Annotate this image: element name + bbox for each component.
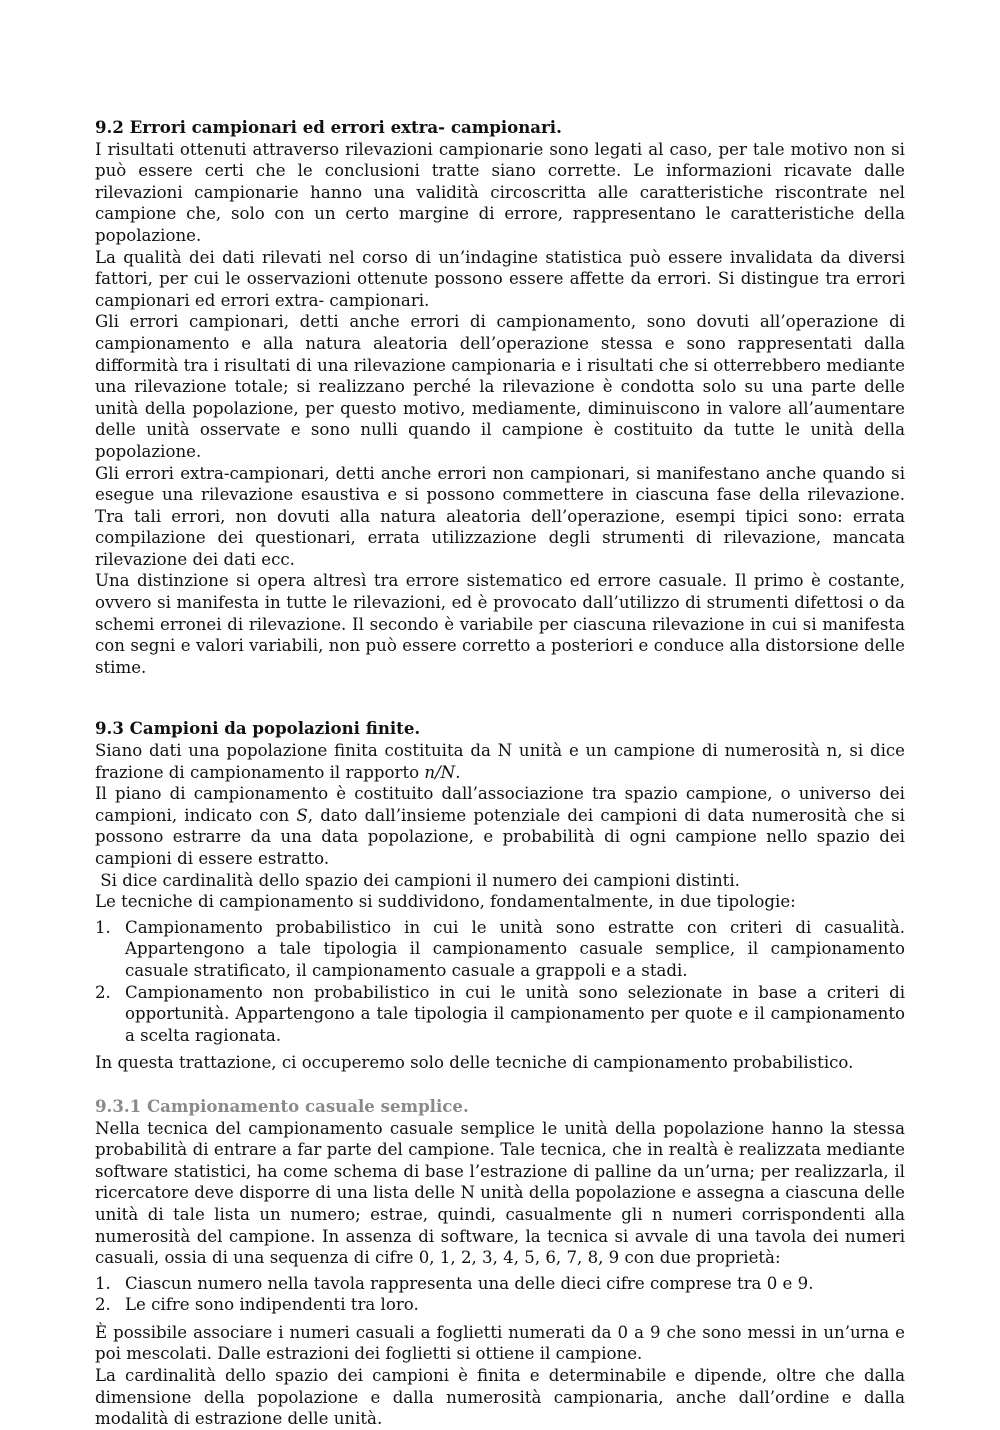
- list-number: 2.: [95, 982, 111, 1002]
- list-item-text: Campionamento non probabilistico in cui le unità sono selezionate in base a criteri di opportunità. Appartengono a tale tipologia il campionamento per quote e il campionamento a scelta ragionata.: [125, 982, 905, 1045]
- paragraph: [95, 783, 905, 869]
- paragraph: Una distinzione si opera altresì tra errore sistematico ed errore casuale. Il primo è costante, ovvero si manifesta in tutte le rilevazioni, ed è provocato dall’utilizzo di strumenti difettosi o da schemi erronei di rilevazione. Il secondo è variabile per ciascuna rilevazione in cui si manifesta con segni e valori variabili, non può essere corretto a posteriori e conduce alla distorsione delle stime.: [95, 571, 905, 677]
- sampling-fraction: n/N: [424, 762, 456, 782]
- list-item: [95, 1273, 905, 1295]
- paragraph: [95, 740, 905, 783]
- paragraph: Gli errori extra-campionari, detti anche errori non campionari, si manifestano anche quando si esegue una rilevazione esaustiva e si possono commettere in ciascuna fase della rilevazione. Tra tali errori, non dovuti alla natura aleatoria dell’operazione, esempi tipici sono: errata compilazione dei questionari, errata utilizzazione degli strumenti di rilevazione, mancata rilevazione dei dati ecc.: [95, 463, 905, 569]
- numbered-list: [95, 1273, 905, 1316]
- paragraph: Nella tecnica del campionamento casuale semplice le unità della popolazione hanno la stessa probabilità di entrare a far parte del campione. Tale tecnica, che in realtà è realizzata mediante software statistici, ha come schema di base l’estrazione di palline da un’urna; per realizzarla, il ricercatore deve disporre di una lista delle N unità della popolazione e assegna a ciascuna delle unità di tale lista un numero; estrae, quindi, casualmente gli n numeri corrispondenti alla numerosità del campione. In assenza di software, la tecnica si avvale di una tavola dei numeri casuali, ossia di una sequenza di cifre 0, 1, 2, 3, 4, 5, 6, 7, 8, 9 con due proprietà:: [95, 1118, 905, 1268]
- paragraph: In questa trattazione, ci occuperemo solo delle tecniche di campionamento probabilistico.: [95, 1053, 854, 1073]
- paragraph: È possibile associare i numeri casuali a foglietti numerati da 0 a 9 che sono messi in un’urna e poi mescolati. Dalle estrazioni dei foglietti si ottiene il campione.: [95, 1322, 905, 1364]
- list-number: 2.: [95, 1295, 111, 1315]
- paragraph: Le tecniche di campionamento si suddividono, fondamentalmente, in due tipologie:: [95, 892, 796, 912]
- document-page: [95, 117, 905, 1430]
- paragraph: La cardinalità dello spazio dei campioni è finita e determinabile e dipende, oltre che dalla dimensione della popolazione e dalla numerosità campionaria, anche dall’ordine e dalla modalità di estrazione delle unità.: [95, 1366, 905, 1429]
- list-item: [95, 1294, 905, 1316]
- section-heading-9-3: 9.3 Campioni da popolazioni finite.: [95, 718, 421, 739]
- list-item-text: Campionamento probabilistico in cui le unità sono estratte con criteri di casualità. Appartengono a tale tipologia il campionamento casuale semplice, il campionamento casuale stratificato, il campionamento casuale a grappoli e a stadi.: [125, 917, 905, 980]
- list-item: [95, 917, 905, 982]
- paragraph: La qualità dei dati rilevati nel corso di un’indagine statistica può essere invalidata da diversi fattori, per cui le osservazioni ottenute possono essere affette da errori. Si distingue tra errori campionari ed errori extra- campionari.: [95, 247, 905, 310]
- paragraph: I risultati ottenuti attraverso rilevazioni campionarie sono legati al caso, per tale motivo non si può essere certi che le conclusioni tratte siano corrette. Le informazioni ricavate dalle rilevazioni campionarie hanno una validità circoscritta alle caratteristiche riscontrate nel campione che, solo con un certo margine di errore, rappresentano le caratteristiche della popolazione.: [95, 139, 905, 245]
- paragraph: Si dice cardinalità dello spazio dei campioni il numero dei campioni distinti.: [95, 870, 740, 890]
- sample-space-symbol: S: [296, 805, 308, 825]
- list-item: [95, 982, 905, 1047]
- numbered-list: [95, 917, 905, 1047]
- paragraph-text: .: [455, 762, 461, 782]
- paragraph: Gli errori campionari, detti anche errori di campionamento, sono dovuti all’operazione di campionamento e alla natura aleatoria dell’operazione stessa e sono rappresentati dalla difformità tra i risultati di una rilevazione campionaria e i risultati che si otterrebbero mediante una rilevazione totale; si realizzano perché la rilevazione è condotta solo su una parte delle unità della popolazione, per questo motivo, mediamente, diminuiscono in valore all’aumentare delle unità osservate e sono nulli quando il campione è costituito da tutte le unità della popolazione.: [95, 312, 905, 461]
- paragraph-text: , dato dall’insieme potenziale dei campioni di data numerosità che si possono estrarre da una data popolazione, e probabilità di ogni campione nello spazio dei campioni di essere estratto.: [95, 805, 905, 868]
- list-item-text: Ciascun numero nella tavola rappresenta una delle dieci cifre comprese tra 0 e 9.: [125, 1273, 814, 1293]
- paragraph-text: Siano dati una popolazione finita costituita da N unità e un campione di numerosità n, si dice frazione di campionamento il rapporto: [95, 741, 905, 782]
- list-item-text: Le cifre sono indipendenti tra loro.: [125, 1295, 419, 1315]
- section-spacer: [95, 1074, 905, 1096]
- list-number: 1.: [95, 917, 111, 937]
- section-heading-9-2: 9.2 Errori campionari ed errori extra- campionari.: [95, 117, 562, 137]
- paragraph-text: Il piano di campionamento è costituito dall’associazione tra spazio campione, o universo dei campioni, indicato con: [95, 784, 905, 825]
- subsection-heading-9-3-1: 9.3.1 Campionamento casuale semplice.: [95, 1095, 469, 1116]
- list-number: 1.: [95, 1273, 111, 1293]
- section-spacer: [95, 678, 905, 718]
